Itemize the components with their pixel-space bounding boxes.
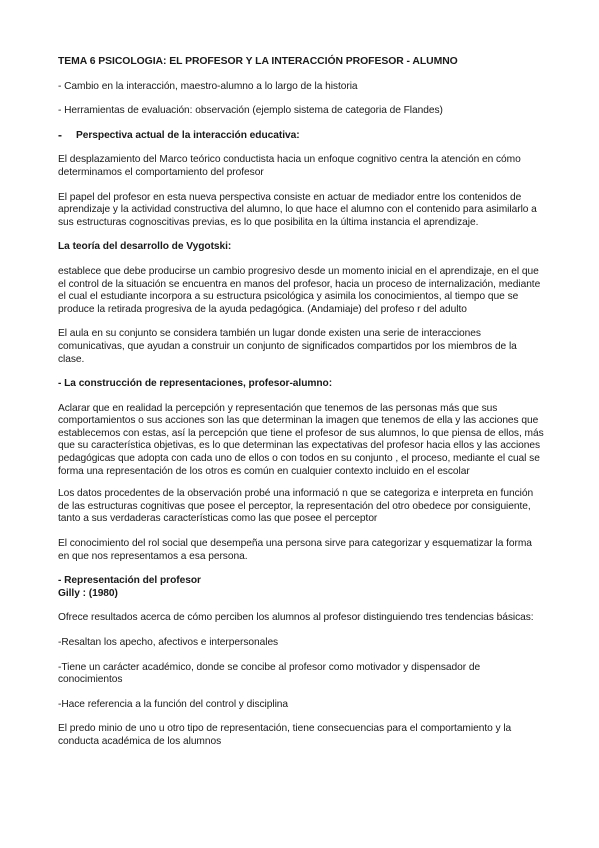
paragraph: Aclarar que en realidad la percepción y representación que tenemos de las personas más que sus comportamientos o sus acciones son las que determinan la imagen que tenemos de ella y las acciones que establecemos con estas, así la percepción que tiene el profesor de sus alumnos, lo que piensa de ellos, más que su característica objetivas, es lo que determinan las expectativas del profesor hacia ellos y las acciones pedagógicas que adopta con cada uno de ellos o con todos en su conjunto , el proceso, mediante el cual se forma una representación de los otros es común en cualquier contexto incluido en el escolar: [58, 402, 544, 477]
bullet-dash: -: [58, 127, 62, 142]
list-item: -Resaltan los apecho, afectivos e interpersonales: [58, 637, 279, 648]
list-item: -Tiene un carácter académico, donde se concibe al profesor como motivador y dispensador de conocimientos: [58, 661, 481, 686]
section-heading-text: Perspectiva actual de la interacción educativa:: [76, 129, 300, 141]
document-page: [58, 56, 544, 749]
paragraph: El desplazamiento del Marco teórico conductista hacia un enfoque cognitivo centra la atención en cómo determinamos el comportamiento del profesor: [58, 154, 521, 178]
document-title: TEMA 6 PSICOLOGIA: EL PROFESOR Y LA INTERACCIÓN PROFESOR - ALUMNO: [58, 56, 458, 67]
paragraph: Ofrece resultados acerca de cómo perciben los alumnos al profesor distinguiendo tres tendencias básicas:: [58, 612, 534, 624]
intro-line-1: - Cambio en la interacción, maestro-alumno a lo largo de la historia: [58, 80, 358, 92]
section-heading-vygotski: La teoría del desarrollo de Vygotski:: [58, 241, 232, 253]
citation-gilly: Gilly : (1980): [58, 587, 118, 599]
paragraph: El conocimiento del rol social que desempeña una persona sirve para categorizar y esquematizar la forma en que nos representamos a esa persona.: [58, 538, 532, 562]
section-heading-representacion-profesor: - Representación del profesor: [58, 575, 201, 587]
paragraph: El papel del profesor en esta nueva perspectiva consiste en actuar de mediador entre los contenidos de aprendizaje y la actividad constructiva del alumno, lo que hace el alumno con el contenido para asimilarlo a sus estructuras cognoscitivas previas, es lo que posibilita en la última instancia el aprendizaje.: [58, 191, 537, 228]
paragraph: El aula en su conjunto se considera también un lugar donde existen una serie de interacciones comunicativas, que ayudan a construir un conjunto de significados compartidos por los miembros de la clase.: [58, 328, 517, 365]
paragraph: establece que debe producirse un cambio progresivo desde un momento inicial en el aprendizaje, en el que el control de la situación se encuentra en manos del profesor, hacia un proceso de internalización, mediante el cual el estudiante incorpora a su estructura psicológica y asimila los conocimientos, al tiempo que se produce la retirada progresiva de la ayuda pedagógica. (Andamiaje) del profeso r del adulto: [58, 265, 541, 315]
section-heading-representaciones: - La construcción de representaciones, profesor-alumno:: [58, 378, 333, 390]
paragraph: Los datos procedentes de la observación probé una informació n que se categoriza e interpreta en función de las estructuras cognitivas que posee el perceptor, la representación del otro obedece por consiguiente, tanto a sus verdaderas características como las que posee el perceptor: [58, 488, 534, 525]
list-item: -Hace referencia a la función del control y disciplina: [58, 698, 289, 710]
intro-line-2: - Herramientas de evaluación: observación (ejemplo sistema de categoria de Flandes): [58, 105, 443, 117]
section-heading-perspectiva: [58, 127, 544, 143]
paragraph: El predo minio de uno u otro tipo de representación, tiene consecuencias para el comportamiento y la conducta académica de los alumnos: [58, 723, 512, 747]
